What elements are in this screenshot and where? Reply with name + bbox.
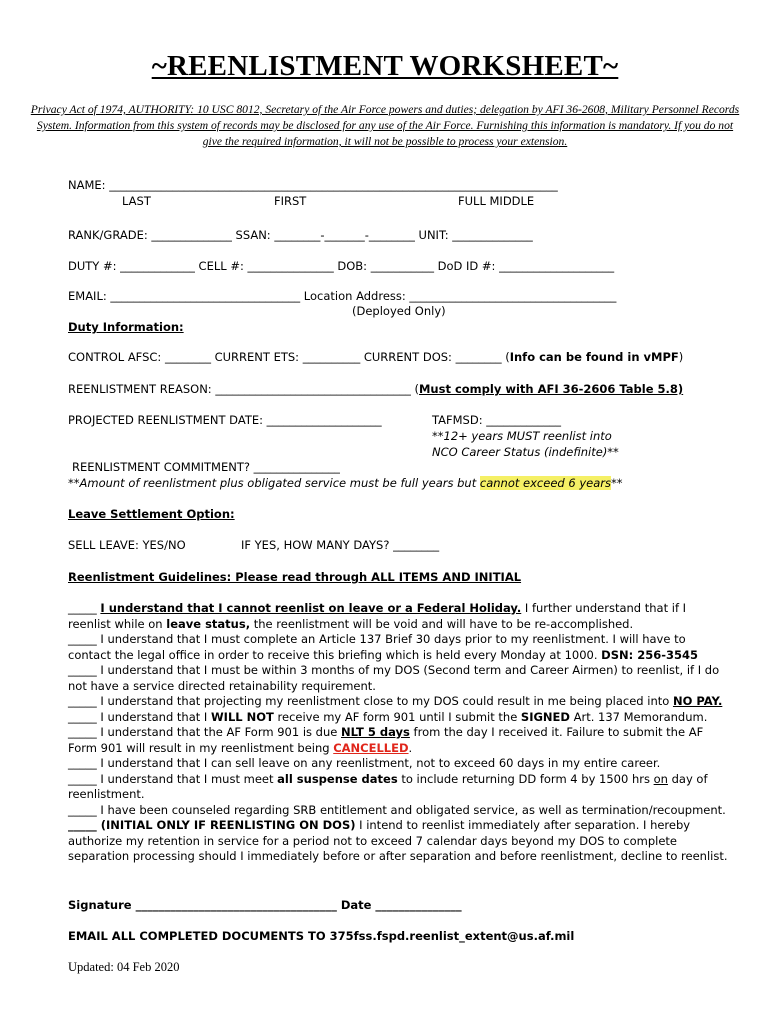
guideline-text: to include returning DD form 4 by 1500 hrs <box>397 771 654 786</box>
name-first-label: FIRST <box>274 194 307 208</box>
guidelines-heading: Reenlistment Guidelines: Please read through ALL ITEMS AND INITIAL <box>68 570 522 584</box>
tafmsd-note-1: **12+ years MUST reenlist into <box>432 429 612 443</box>
guideline-text: _____ I understand that projecting my reenlistment close to my DOS could result in me being placed into <box>68 694 673 708</box>
guideline-item: _____ I understand that I must be within 3 months of my DOS (Second term and Career Airmen) to reenlist, if I do not have a service directed retainability requirement. <box>68 663 720 693</box>
guideline-text: receive my AF form 901 until I submit the <box>273 709 521 724</box>
vmpf-close: ) <box>678 350 684 364</box>
signature-date-line: Signature ___________________________________ Date _______________ <box>68 898 462 912</box>
commitment-note <box>68 476 622 491</box>
reenlistment-commitment-line: REENLISTMENT COMMITMENT? _______________ <box>72 460 340 474</box>
leave-days-line: IF YES, HOW MANY DAYS? ________ <box>241 538 440 552</box>
control-afsc-line <box>68 350 683 365</box>
updated-date: Updated: 04 Feb 2020 <box>68 960 180 974</box>
guideline-bold: I understand that I cannot reenlist on leave or a Federal Holiday. <box>100 601 522 615</box>
guideline-bold: _____ (INITIAL ONLY IF REENLISTING ON DOS) <box>68 818 356 832</box>
commitment-note-a: **Amount of reenlistment plus obligated service must be full years but <box>68 476 480 490</box>
guideline-item: _____ I have been counseled regarding SRB entitlement and obligated service, as well as termination/recoupment. <box>68 802 726 817</box>
no-pay-text: NO PAY. <box>672 694 723 708</box>
nlt-5-days-text: NLT 5 days <box>341 725 410 739</box>
guideline-text: I intend to reenlist immediately after separation. I hereby authorize my retention in service for a period not to exceed 7 calendar days beyond my DOS to complete separation processing should I immediately before or after separation and before reenlistment, decline to reenlist. <box>68 818 728 863</box>
guideline-text: _____ I understand that the AF Form 901 is due <box>68 725 341 739</box>
duty-cell-dob-line: DUTY #: _____________ CELL #: _______________ DOB: ___________ DoD ID #: ____________________ <box>68 259 615 273</box>
guideline-text: . <box>408 740 413 755</box>
reenlistment-reason-line <box>68 382 683 397</box>
guideline-text: Art. 137 Memorandum. <box>569 709 708 724</box>
guideline-text: _____ I understand that I must complete an Article 137 Brief 30 days prior to my reenlistment. I will have to contact the legal office in order to receive this briefing which is held every Monday at 1000. <box>68 632 686 662</box>
email-location-line: EMAIL: _________________________________ Location Address: ____________________________________ <box>68 289 617 303</box>
tafmsd-line: TAFMSD: _____________ <box>432 413 561 427</box>
guideline-bold: SIGNED <box>520 709 570 724</box>
privacy-act-notice: Privacy Act of 1974, AUTHORITY: 10 USC 8012, Secretary of the Air Force powers and duties; delegation by AFI 36-2608, Military Personnel Records System. Information from this system of records may be disclosed for any use of the Air Force. Furnishing this information is mandatory. If you do not give the required information, it will not be possible to process your extension. <box>30 103 740 148</box>
guideline-text: _____ I understand that I must meet <box>68 771 278 786</box>
afi-note: Must comply with AFI 36-2606 Table 5.8) <box>418 382 684 396</box>
commitment-note-highlight: cannot exceed 6 years <box>479 476 611 490</box>
guideline-underline: on <box>653 771 668 786</box>
guideline-item <box>68 632 728 663</box>
guideline-bold: all suspense dates <box>277 771 398 786</box>
deployed-only-note: (Deployed Only) <box>352 304 446 318</box>
vmpf-note: Info can be found in vMPF <box>509 350 679 364</box>
guideline-text: day of reenlistment. <box>68 771 708 801</box>
commitment-note-b: ** <box>610 476 623 490</box>
guideline-item <box>68 710 728 726</box>
guideline-item <box>68 725 728 756</box>
email-instructions: EMAIL ALL COMPLETED DOCUMENTS TO 375fss.fspd.reenlist_extent@us.af.mil <box>68 929 575 943</box>
guideline-item <box>68 694 728 710</box>
tafmsd-note-2: NCO Career Status (indefinite)** <box>432 445 619 459</box>
guideline-text: from the day I received it. Failure to submit the AF Form 901 will result in my reenlistment being <box>68 725 704 755</box>
reason-text: REENLISTMENT REASON: __________________________________ ( <box>68 382 419 396</box>
name-last-label: LAST <box>122 194 151 208</box>
guideline-item <box>68 601 728 632</box>
guideline-text: the reenlistment will be void and will have to be re-accomplished. <box>250 616 634 631</box>
duty-information-heading: Duty Information: <box>68 320 184 334</box>
rank-ssan-unit-line: RANK/GRADE: ______________ SSAN: ________-_______-________ UNIT: ______________ <box>68 228 533 242</box>
guideline-text: _____ I understand that I <box>68 709 211 724</box>
name-field-line: NAME: ______________________________________________________________________________ <box>68 178 558 192</box>
sell-leave-line: SELL LEAVE: YES/NO <box>68 538 186 552</box>
leave-settlement-heading: Leave Settlement Option: <box>68 507 235 521</box>
page-title: ~REENLISTMENT WORKSHEET~ <box>151 50 619 82</box>
guideline-item <box>68 772 728 803</box>
guideline-item: _____ I understand that I can sell leave on any reenlistment, not to exceed 60 days in my entire career. <box>68 756 661 770</box>
guideline-bold: leave status, <box>166 616 251 631</box>
dsn-number: DSN: 256-3545 <box>601 647 699 662</box>
projected-date-line: PROJECTED REENLISTMENT DATE: ____________________ <box>68 413 382 427</box>
initial-blank: _____ <box>68 601 101 615</box>
control-afsc-text: CONTROL AFSC: ________ CURRENT ETS: __________ CURRENT DOS: ________ ( <box>68 350 510 364</box>
guideline-bold: WILL NOT <box>210 709 274 724</box>
guideline-text: I further understand that if I reenlist while on <box>68 601 687 631</box>
guideline-item <box>68 818 728 865</box>
guidelines-list <box>68 601 728 865</box>
cancelled-text: CANCELLED <box>333 740 409 755</box>
name-middle-label: FULL MIDDLE <box>458 194 535 208</box>
